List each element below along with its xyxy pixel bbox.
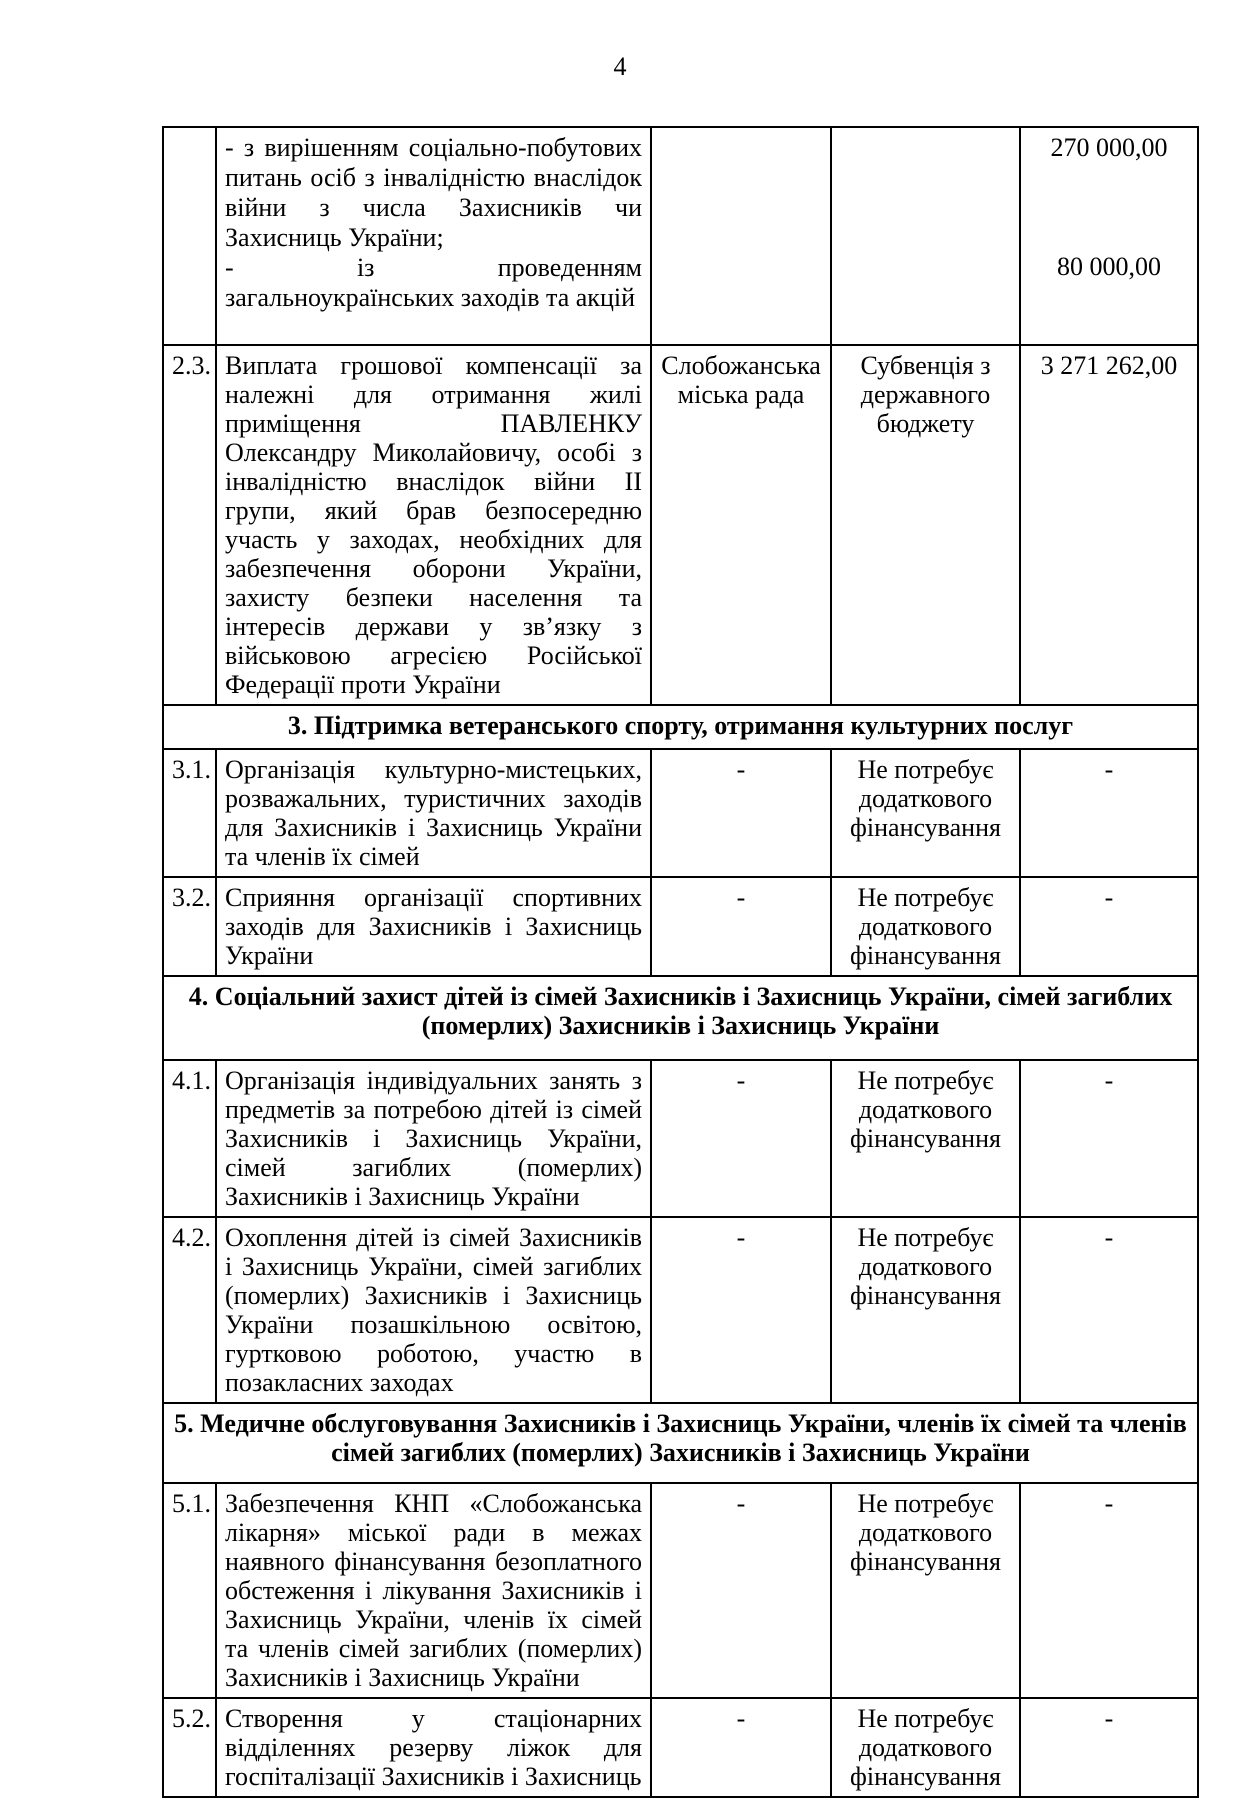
- table-row-4-2: [163, 1217, 1198, 1403]
- section-header-3: [163, 705, 1198, 749]
- amount-cell: -: [1020, 749, 1198, 877]
- bullet-item: - з вирішенням соціально-побутових питань осіб з інвалідністю внаслідок війни з числа Захисників чи Захисниць України;: [225, 133, 642, 252]
- amount-cell: [1020, 127, 1198, 345]
- description-cell: Забезпечення КНП «Слобожанська лікарня» міської ради в межах наявного фінансування безоплатного обстеження і лікування Захисників і Захисниць України, членів їх сімей та членів сімей загиблих (померлих) Захисників і Захисниць України: [216, 1483, 651, 1698]
- row-number-cell: 5.1.: [163, 1483, 216, 1698]
- table-row-2-3: [163, 345, 1198, 705]
- description-cell: Виплата грошової компенсації за належні для отримання жилі приміщення ПАВЛЕНКУ Олександру Миколайовичу, особі з інвалідністю внаслідок війни ІІ групи, який брав безпосередню участь у заходах, необхідних для забезпечення оборони України, захисту безпеки населення та інтересів держави у зв’язку з військовою агресією Російської Федерації проти України: [216, 345, 651, 705]
- row-number-cell: 4.2.: [163, 1217, 216, 1403]
- program-measures-table: [162, 126, 1199, 1798]
- row-number-cell: 5.2.: [163, 1698, 216, 1797]
- document-page: [0, 52, 1240, 1806]
- funding-source-cell: Не потребує додаткового фінансування: [831, 1217, 1020, 1403]
- description-cell: Організація культурно-мистецьких, розважальних, туристичних заходів для Захисників і Захисниць України та членів їх сімей: [216, 749, 651, 877]
- description-cell: Організація індивідуальних занять з предметів за потребою дітей із сімей Захисників і Захисниць України, сімей загиблих (померлих) Захисників і Захисниць України: [216, 1060, 651, 1217]
- description-cell: [216, 127, 651, 345]
- amount-cell: -: [1020, 877, 1198, 976]
- amount-cell: -: [1020, 1698, 1198, 1797]
- funding-source-cell: Не потребує додаткового фінансування: [831, 1698, 1020, 1797]
- executor-cell: -: [651, 1060, 831, 1217]
- funding-source-cell: Не потребує додаткового фінансування: [831, 877, 1020, 976]
- bullet-item: - із проведенням загальноукраїнських заходів та акцій: [225, 253, 642, 312]
- amount-cell: -: [1020, 1217, 1198, 1403]
- funding-source-cell: [831, 127, 1020, 345]
- executor-cell: -: [651, 749, 831, 877]
- row-number-cell: 4.1.: [163, 1060, 216, 1217]
- amount-value: 80 000,00: [1057, 252, 1161, 281]
- funding-source-cell: Субвенція з державного бюджету: [831, 345, 1020, 705]
- row-number-cell: 3.2.: [163, 877, 216, 976]
- amount-cell: -: [1020, 1060, 1198, 1217]
- section-header-5: [163, 1403, 1198, 1483]
- section-title: 4. Соціальний захист дітей із сімей Захисників і Захисниць України, сімей загиблих (померлих) Захисників і Захисниць України: [163, 976, 1198, 1060]
- section-title: 5. Медичне обслуговування Захисників і Захисниць України, членів їх сімей та членів сімей загиблих (померлих) Захисників і Захисниць України: [163, 1403, 1198, 1483]
- section-header-4: [163, 976, 1198, 1060]
- executor-cell: -: [651, 1698, 831, 1797]
- description-cell: Створення у стаціонарних відділеннях резерву ліжок для госпіталізації Захисників і Захисниць: [216, 1698, 651, 1797]
- table-row-3-2: [163, 877, 1198, 976]
- executor-cell: -: [651, 877, 831, 976]
- row-number-cell: 3.1.: [163, 749, 216, 877]
- amount-cell: 3 271 262,00: [1020, 345, 1198, 705]
- page-number: 4: [613, 52, 627, 81]
- table-row-3-1: [163, 749, 1198, 877]
- table-row-5-2: [163, 1698, 1198, 1797]
- executor-cell: -: [651, 1217, 831, 1403]
- executor-cell: -: [651, 1483, 831, 1698]
- description-cell: Сприяння організації спортивних заходів для Захисників і Захисниць України: [216, 877, 651, 976]
- funding-source-cell: Не потребує додаткового фінансування: [831, 1483, 1020, 1698]
- funding-source-cell: Не потребує додаткового фінансування: [831, 1060, 1020, 1217]
- table-row-4-1: [163, 1060, 1198, 1217]
- section-title: 3. Підтримка ветеранського спорту, отримання культурних послуг: [163, 705, 1198, 749]
- table-row-2-2-continuation: [163, 127, 1198, 345]
- row-number-cell: [163, 127, 216, 345]
- executor-cell: [651, 127, 831, 345]
- row-number-cell: 2.3.: [163, 345, 216, 705]
- funding-source-cell: Не потребує додаткового фінансування: [831, 749, 1020, 877]
- executor-cell: Слобожанська міська рада: [651, 345, 831, 705]
- amount-cell: -: [1020, 1483, 1198, 1698]
- table-row-5-1: [163, 1483, 1198, 1698]
- amount-value: 270 000,00: [1050, 133, 1168, 162]
- description-cell: Охоплення дітей із сімей Захисників і Захисниць України, сімей загиблих (померлих) Захисників і Захисниць України позашкільною освітою, гуртковою роботою, участю в позакласних заходах: [216, 1217, 651, 1403]
